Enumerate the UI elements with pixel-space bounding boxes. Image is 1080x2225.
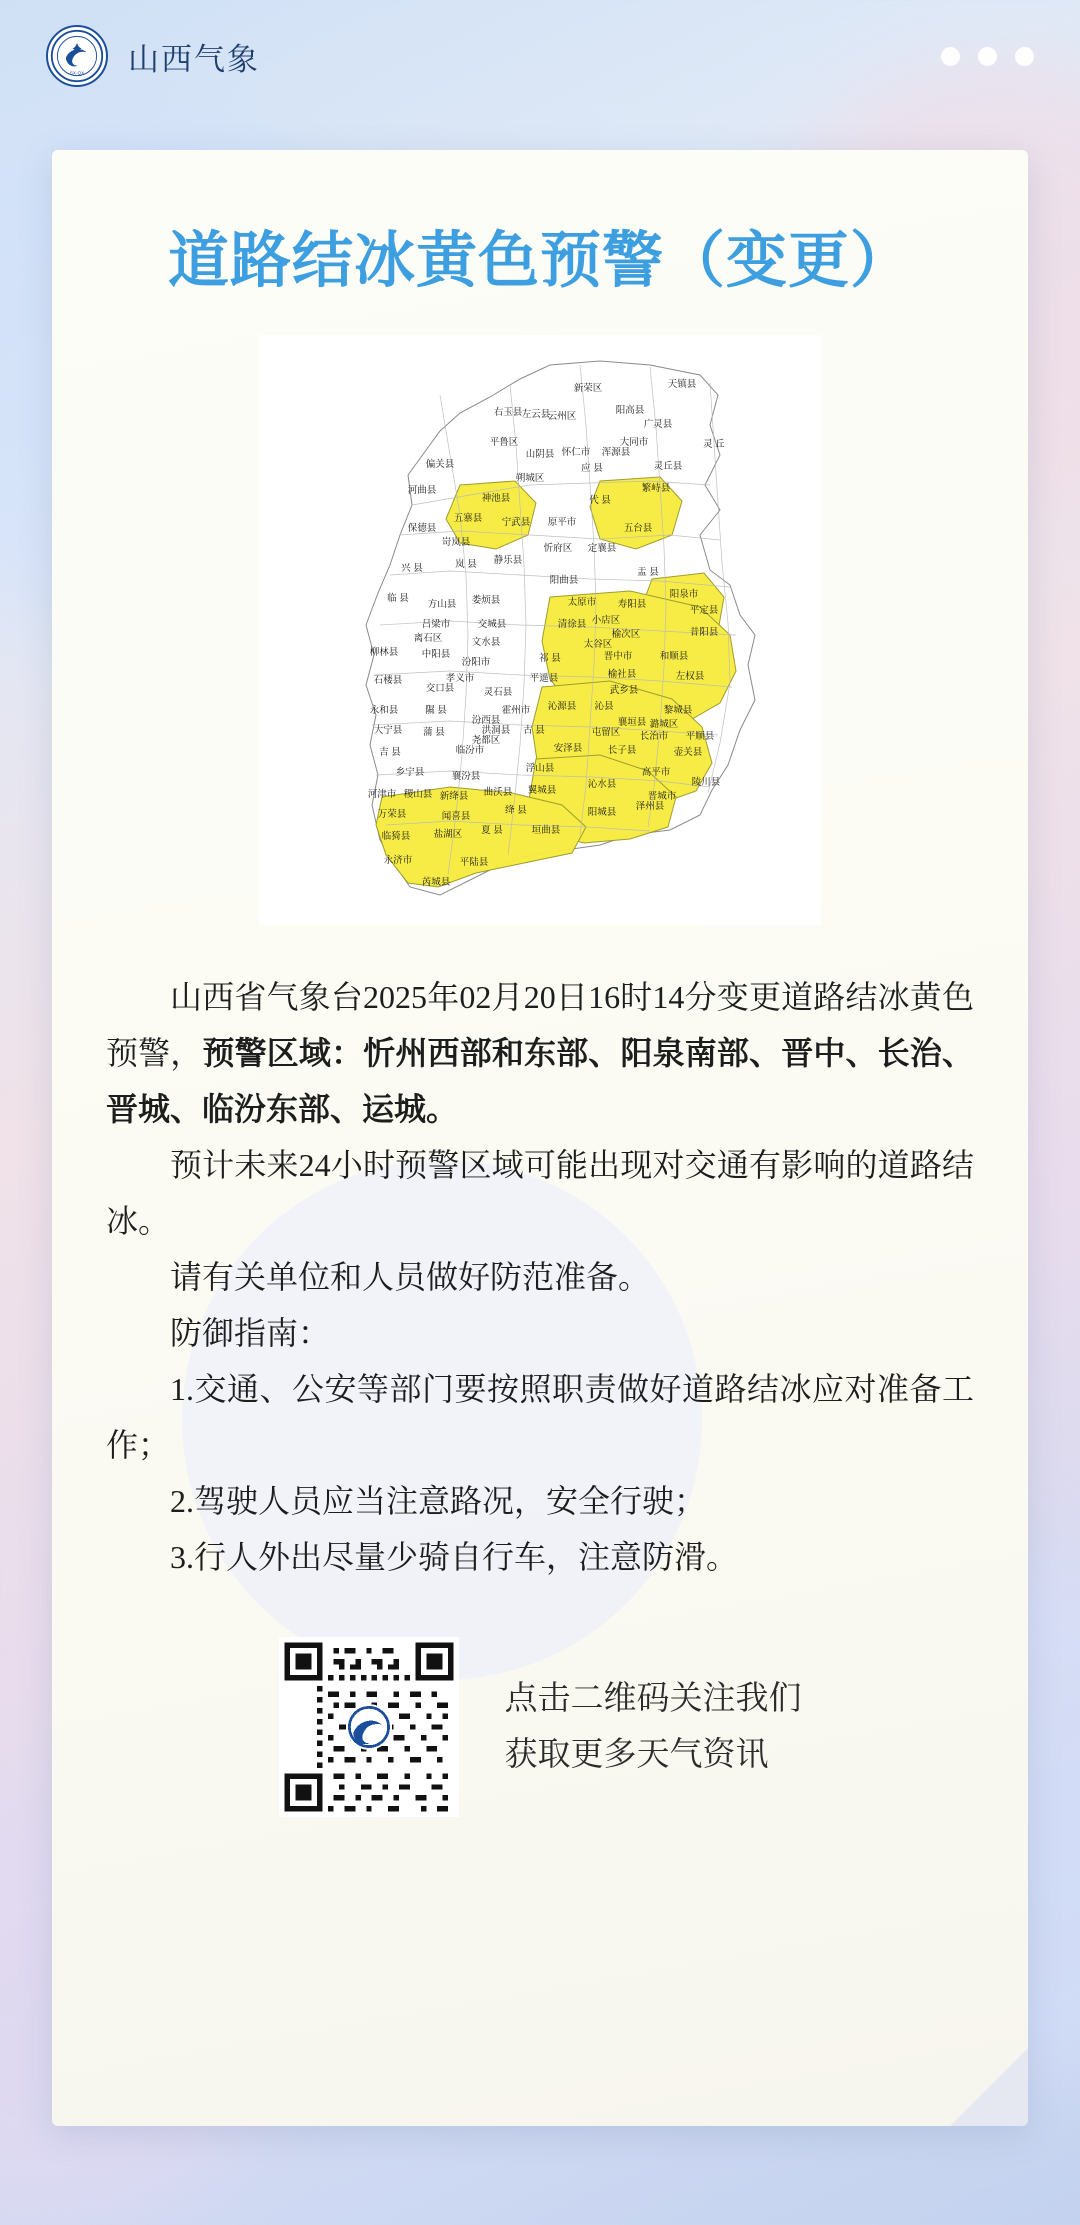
svg-text:临猗县: 临猗县 [381, 831, 411, 842]
svg-text:垣曲县: 垣曲县 [531, 825, 561, 836]
svg-text:绛 县: 绛 县 [505, 805, 527, 816]
svg-text:交口县: 交口县 [425, 683, 455, 694]
svg-text:左权县: 左权县 [675, 671, 705, 682]
svg-text:孝义市: 孝义市 [445, 673, 475, 684]
svg-text:小店区: 小店区 [591, 615, 621, 626]
svg-text:榆社县: 榆社县 [607, 669, 637, 680]
svg-text:离石区: 离石区 [413, 633, 443, 644]
svg-text:榆次区: 榆次区 [611, 629, 641, 640]
paragraph-2: 预计未来24小时预警区域可能出现对交通有影响的道路结冰。 [106, 1147, 974, 1239]
svg-text:万荣县: 万荣县 [377, 809, 407, 820]
svg-text:乡宁县: 乡宁县 [395, 767, 425, 778]
svg-text:阳曲县: 阳曲县 [549, 575, 579, 586]
svg-text:霍州市: 霍州市 [501, 705, 531, 716]
svg-text:平鲁区: 平鲁区 [489, 437, 519, 448]
svg-text:蒲 县: 蒲 县 [423, 727, 445, 738]
svg-text:神池县: 神池县 [481, 493, 511, 504]
svg-text:壶关县: 壶关县 [673, 747, 703, 758]
svg-text:五台县: 五台县 [623, 523, 653, 534]
svg-text:繁峙县: 繁峙县 [641, 483, 671, 494]
svg-text:汾西县: 汾西县 [471, 715, 501, 726]
svg-text:静乐县: 静乐县 [493, 555, 523, 566]
paragraph-4: 防御指南： [170, 1315, 331, 1351]
svg-text:交城县: 交城县 [477, 619, 507, 630]
svg-text:保德县: 保德县 [407, 523, 437, 534]
svg-text:大宁县: 大宁县 [373, 725, 403, 736]
page-title: 道路结冰黄色预警（变更） [167, 228, 912, 295]
paragraph-6: 2.驾驶人员应当注意路况，安全行驶； [170, 1483, 707, 1519]
svg-text:祁 县: 祁 县 [539, 653, 561, 664]
svg-text:襄汾县: 襄汾县 [451, 771, 481, 782]
svg-text:灵石县: 灵石县 [483, 687, 513, 698]
weather-bureau-logo-icon [46, 25, 108, 87]
svg-text:偏关县: 偏关县 [425, 459, 455, 470]
paragraph-7: 3.行人外出尽量少骑自行车，注意防滑。 [170, 1539, 739, 1575]
svg-text:沁源县: 沁源县 [547, 701, 577, 712]
svg-text:黎城县: 黎城县 [663, 705, 693, 716]
svg-text:河曲县: 河曲县 [407, 485, 437, 496]
svg-text:隰 县: 隰 县 [425, 705, 447, 716]
svg-text:SX·QX: SX·QX [69, 70, 85, 76]
svg-text:晋中市: 晋中市 [603, 651, 633, 662]
svg-text:长治市: 长治市 [639, 731, 669, 742]
svg-text:阳城县: 阳城县 [587, 807, 617, 818]
qr-caption-line-1: 点击二维码关注我们 [504, 1681, 802, 1717]
svg-text:忻府区: 忻府区 [543, 543, 573, 554]
svg-text:太原市: 太原市 [567, 597, 597, 608]
paragraph-3: 请有关单位和人员做好防范准备。 [170, 1259, 651, 1295]
svg-text:宁武县: 宁武县 [501, 517, 531, 528]
card-corner-fold [950, 2048, 1028, 2126]
svg-text:高平市: 高平市 [641, 767, 671, 778]
paragraph-1 [106, 969, 974, 1137]
svg-text:浮山县: 浮山县 [525, 763, 555, 774]
svg-text:岢岚县: 岢岚县 [441, 537, 471, 548]
svg-text:新绛县: 新绛县 [439, 791, 469, 802]
svg-text:潞城区: 潞城区 [649, 719, 679, 730]
svg-text:闻喜县: 闻喜县 [441, 811, 471, 822]
svg-text:襄垣县: 襄垣县 [617, 717, 647, 728]
svg-text:洪洞县: 洪洞县 [481, 725, 511, 736]
svg-text:晋城市: 晋城市 [647, 791, 677, 802]
svg-text:娄烦县: 娄烦县 [471, 595, 501, 606]
svg-text:平遥县: 平遥县 [529, 673, 559, 684]
svg-text:安泽县: 安泽县 [553, 743, 583, 754]
svg-text:文水县: 文水县 [471, 637, 501, 648]
svg-text:太谷区: 太谷区 [583, 639, 613, 650]
svg-text:芮城县: 芮城县 [421, 877, 451, 888]
svg-text:清徐县: 清徐县 [557, 619, 587, 630]
svg-text:泽州县: 泽州县 [635, 801, 665, 812]
svg-text:定襄县: 定襄县 [587, 543, 617, 554]
poster-card [52, 150, 1028, 2126]
qr-caption-line-2: 获取更多天气资讯 [504, 1737, 769, 1773]
svg-text:柳林县: 柳林县 [369, 647, 399, 658]
svg-text:临汾市: 临汾市 [455, 745, 485, 756]
svg-text:盂 县: 盂 县 [637, 567, 659, 578]
svg-text:永和县: 永和县 [369, 705, 399, 716]
svg-text:永济市: 永济市 [383, 855, 413, 866]
svg-text:浑源县: 浑源县 [601, 447, 631, 458]
svg-text:平陆县: 平陆县 [459, 857, 489, 868]
qr-code-icon[interactable] [279, 1637, 459, 1817]
svg-text:吕梁市: 吕梁市 [421, 619, 451, 630]
svg-text:稷山县: 稷山县 [403, 789, 433, 800]
svg-text:天镇县: 天镇县 [667, 379, 697, 390]
svg-text:盐湖区: 盐湖区 [433, 829, 463, 840]
svg-text:古 县: 古 县 [523, 725, 545, 736]
svg-text:曲沃县: 曲沃县 [483, 787, 513, 798]
svg-text:代 县: 代 县 [589, 495, 611, 506]
svg-text:灵 丘: 灵 丘 [703, 439, 725, 450]
svg-text:尧都区: 尧都区 [471, 735, 501, 746]
svg-text:夏 县: 夏 县 [481, 825, 503, 836]
paragraph-5: 1.交通、公安等部门要按照职责做好道路结冰应对准备工作； [106, 1371, 974, 1463]
svg-text:吉 县: 吉 县 [379, 747, 401, 758]
svg-text:兴 县: 兴 县 [401, 563, 423, 574]
svg-text:岚 县: 岚 县 [455, 559, 477, 570]
warning-body-text [106, 969, 974, 1585]
svg-text:武乡县: 武乡县 [609, 685, 639, 696]
svg-text:沁县: 沁县 [594, 701, 614, 712]
qr-caption [505, 1671, 802, 1783]
svg-text:阳泉市: 阳泉市 [669, 589, 699, 600]
svg-text:五寨县: 五寨县 [453, 513, 483, 524]
svg-text:陵川县: 陵川县 [691, 777, 721, 788]
svg-text:云州区: 云州区 [547, 411, 577, 422]
svg-text:和顺县: 和顺县 [659, 651, 689, 662]
svg-text:广灵县: 广灵县 [643, 419, 673, 430]
svg-text:沁水县: 沁水县 [587, 779, 617, 790]
svg-text:河津市: 河津市 [367, 789, 397, 800]
svg-text:屯留区: 屯留区 [591, 727, 621, 738]
svg-text:大同市: 大同市 [619, 437, 649, 448]
svg-text:昔阳县: 昔阳县 [689, 627, 719, 638]
svg-text:灵丘县: 灵丘县 [653, 461, 683, 472]
svg-text:阳高县: 阳高县 [615, 405, 645, 416]
paragraph-1-bold: 预警区域：忻州西部和东部、阳泉南部、晋中、长治、晋城、临汾东部、运城。 [106, 1035, 974, 1127]
three-dots-icon[interactable] [941, 47, 1034, 66]
svg-text:方山县: 方山县 [427, 599, 457, 610]
svg-text:长子县: 长子县 [607, 745, 637, 756]
svg-text:应 县: 应 县 [581, 463, 603, 474]
svg-text:左云县: 左云县 [521, 409, 551, 420]
svg-text:汾阳市: 汾阳市 [461, 657, 491, 668]
svg-text:石楼县: 石楼县 [373, 675, 403, 686]
svg-text:朔城区: 朔城区 [515, 473, 545, 484]
svg-text:怀仁市: 怀仁市 [561, 447, 591, 458]
warning-area-map [259, 335, 821, 925]
svg-text:原平市: 原平市 [547, 517, 577, 528]
svg-text:新荣区: 新荣区 [573, 383, 603, 394]
svg-text:右玉县: 右玉县 [493, 407, 523, 418]
svg-text:中阳县: 中阳县 [421, 649, 451, 660]
svg-text:临 县: 临 县 [387, 593, 409, 604]
svg-text:平顺县: 平顺县 [685, 731, 715, 742]
brand-title: 山西气象 [128, 41, 260, 77]
svg-text:山阴县: 山阴县 [525, 449, 555, 460]
svg-text:翼城县: 翼城县 [527, 785, 557, 796]
svg-text:平定县: 平定县 [689, 605, 719, 616]
qr-follow-block [52, 1637, 1028, 1817]
svg-text:寿阳县: 寿阳县 [617, 599, 647, 610]
app-header [0, 0, 1080, 112]
paragraph-1-normal: 山西省气象台2025年02月20日16时14分变更道路结冰黄色预警， [106, 979, 974, 1071]
